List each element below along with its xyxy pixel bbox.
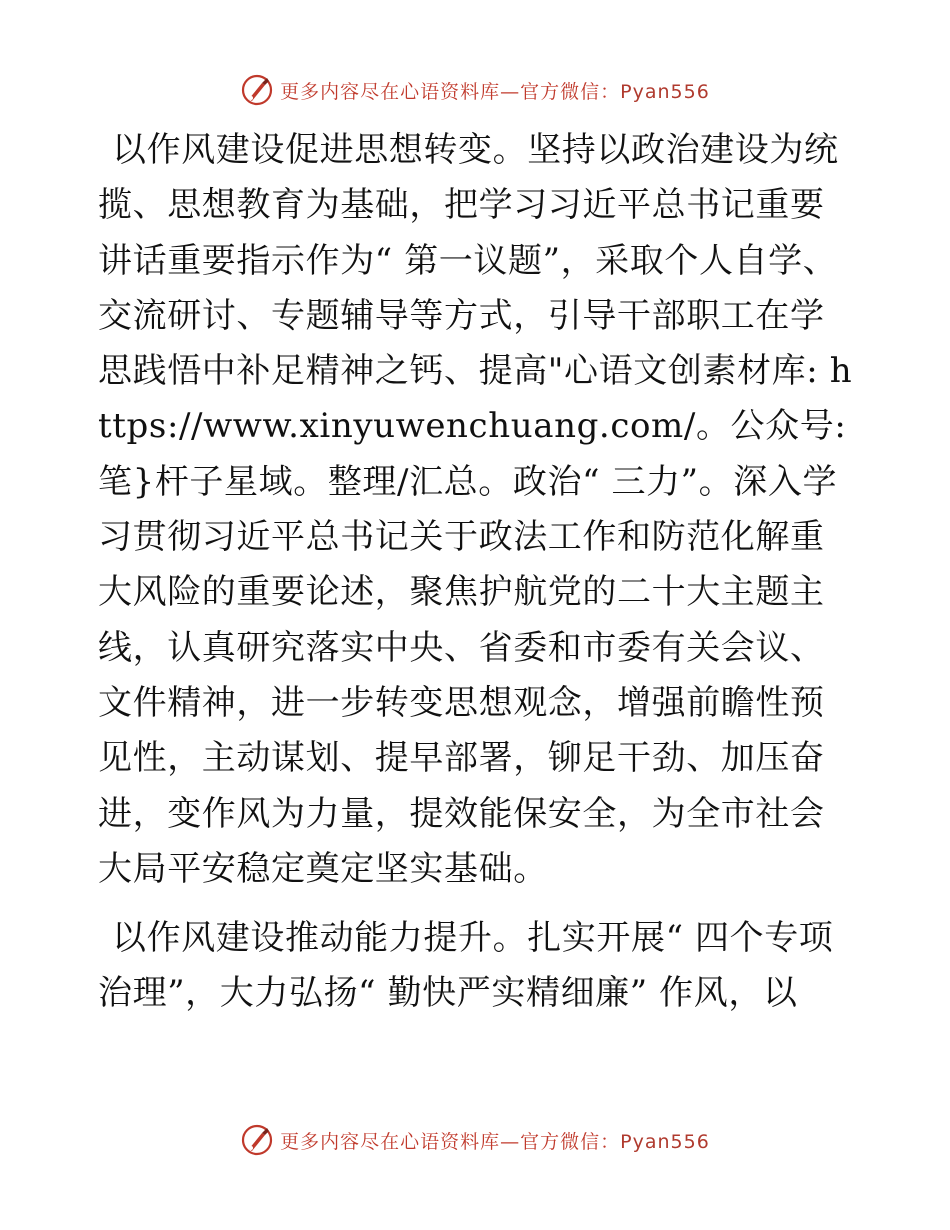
quill-pen-logo-icon	[240, 73, 274, 107]
header-banner-text: 更多内容尽在心语资料库—官方微信：Pyan556	[280, 80, 710, 103]
paragraph: 以作风建设推动能力提升。扎实开展“ 四个专项治理”，大力弘扬“ 勤快严实精细廉” 作风，以	[98, 918, 834, 1014]
footer-banner-text: 更多内容尽在心语资料库—官方微信：Pyan556	[280, 1130, 710, 1153]
paragraph: 以作风建设促进思想转变。坚持以政治建设为统揽、思想教育为基础，把学习习近平总书记重要讲话重要指示作为“ 第一议题”，采取个人自学、交流研讨、专题辅导等方式，引导干部职工在学思践悟中补足精神之钙、提高"心语文创素材库: https://www.xinyuwenchuang.com/。公众号: 笔}杆子星域。整理/汇总。政治“ 三力”。深入学习贯彻习近平总书记关于政法工作和防范化解重大风险的重要论述，聚焦护航党的二十大主题主线，认真研究落实中央、省委和市委有关会议、文件精神，进一步转变思想观念，增强前瞻性预见性，主动谋划、提早部署，铆足干劲、加压奋进，变作风为力量，提效能保安全，为全市社会大局平安稳定奠定坚实基础。	[98, 130, 853, 889]
footer-wechat-id: Pyan556	[620, 1130, 710, 1153]
header-wechat-id: Pyan556	[620, 80, 710, 103]
footer-banner	[0, 1120, 950, 1160]
header-banner	[0, 70, 950, 110]
quill-pen-logo-icon	[240, 1123, 274, 1157]
document-body	[98, 123, 853, 1022]
